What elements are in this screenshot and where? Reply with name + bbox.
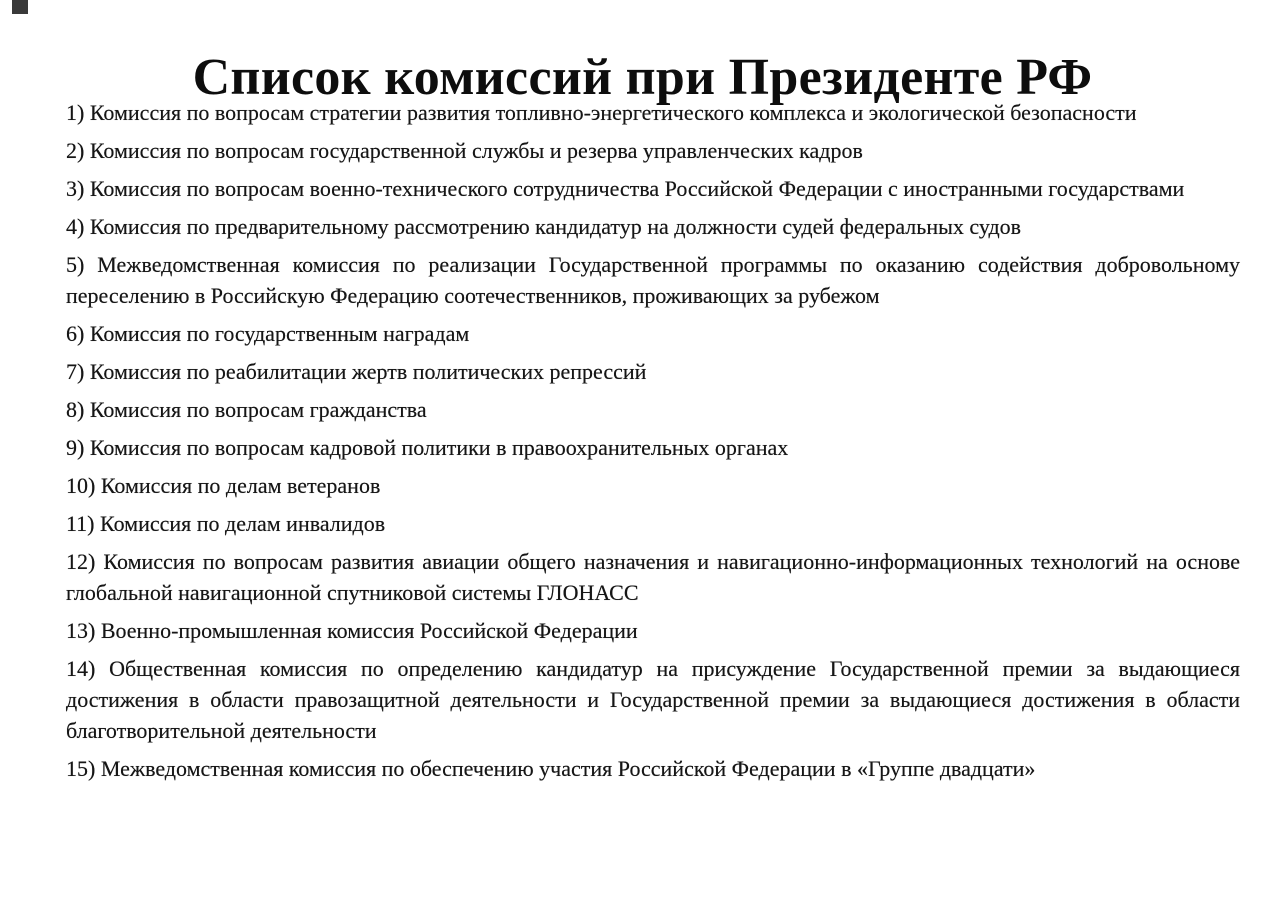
commission-item-6: 6) Комиссия по государственным наградам <box>66 321 470 346</box>
commission-item-4: 4) Комиссия по предварительному рассмотрению кандидатур на должности судей федеральных судов <box>66 214 1022 239</box>
commission-item-5: 5) Межведомственная комиссия по реализации Государственной программы по оказанию содействия добровольному переселению в Российскую Федерацию соотечественников, проживающих за рубежом <box>66 252 1240 308</box>
commission-item-15: 15) Межведомственная комиссия по обеспечению участия Российской Федерации в «Группе двадцати» <box>66 756 1036 781</box>
commission-item-13: 13) Военно-промышленная комиссия Российской Федерации <box>66 618 638 643</box>
commission-item-11: 11) Комиссия по делам инвалидов <box>66 511 386 536</box>
commission-item-9: 9) Комиссия по вопросам кадровой политики в правоохранительных органах <box>66 435 789 460</box>
commission-item-8: 8) Комиссия по вопросам гражданства <box>66 397 427 422</box>
commission-item-14: 14) Общественная комиссия по определению кандидатур на присуждение Государственной премии за выдающиеся достижения в области правозащитной деятельности и Государственной премии за выдающиеся достижения в области благотворительной деятельности <box>66 656 1240 743</box>
page-title: Список комиссий при Президенте РФ <box>192 48 1093 106</box>
commission-item-10: 10) Комиссия по делам ветеранов <box>66 473 381 498</box>
commission-item-12: 12) Комиссия по вопросам развития авиации общего назначения и навигационно-информационных технологий на основе глобальной навигационной спутниковой системы ГЛОНАСС <box>66 549 1240 605</box>
commission-item-1: 1) Комиссия по вопросам стратегии развития топливно-энергетического комплекса и экологической безопасности <box>66 100 1137 125</box>
commission-item-2: 2) Комиссия по вопросам государственной службы и резерва управленческих кадров <box>66 138 863 163</box>
commission-list <box>66 97 1240 791</box>
commission-item-3: 3) Комиссия по вопросам военно-технического сотрудничества Российской Федерации с иностранными государствами <box>66 176 1185 201</box>
commission-item-7: 7) Комиссия по реабилитации жертв политических репрессий <box>66 359 647 384</box>
corner-marker <box>12 0 28 14</box>
